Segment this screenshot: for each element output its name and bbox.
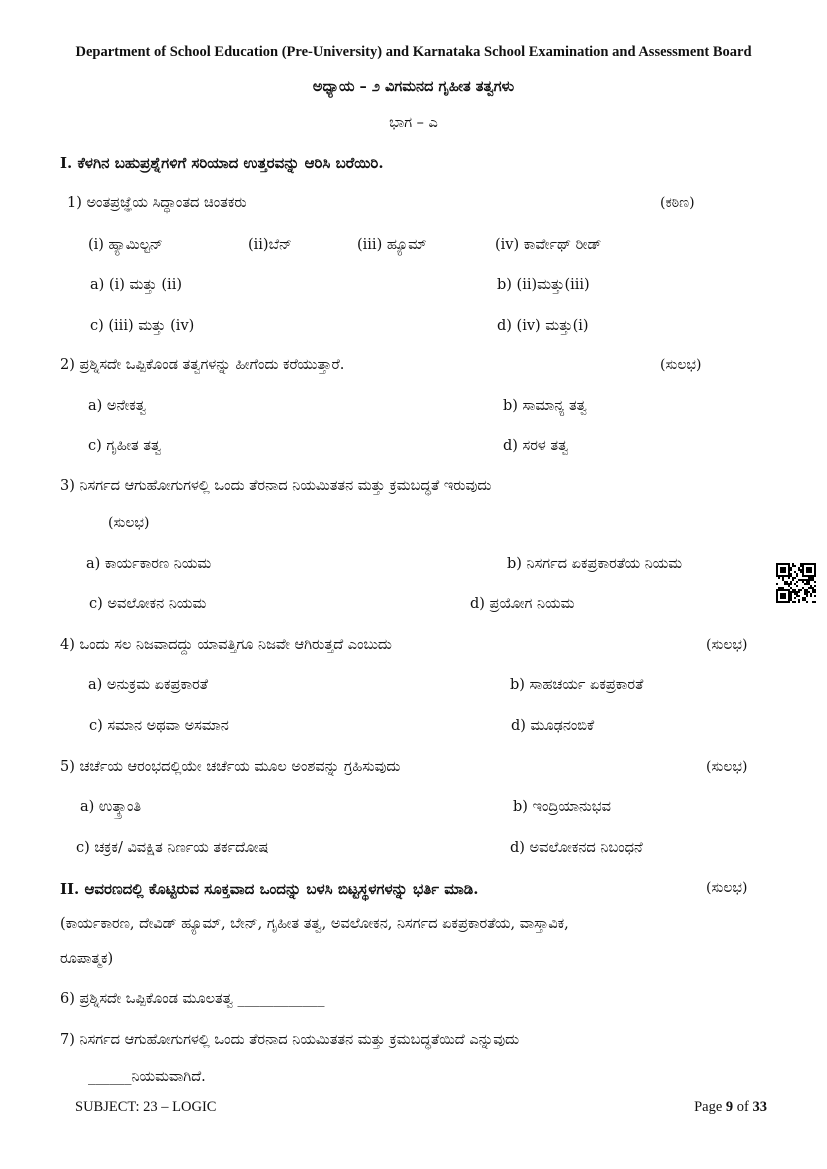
q1-item-2: (ii)ಬೆನ್ <box>248 237 292 253</box>
question-3: 3) ನಿಸರ್ಗದ ಆಗುಹೋಗುಗಳಲ್ಲಿ ಒಂದು ತೆರನಾದ ನಿಯಮಿತತನ ಮತ್ತು ಕ್ರಮಬದ್ಧತೆ ಇರುವುದು <box>60 478 492 494</box>
question-7-continued: ______ನಿಯಮವಾಗಿದೆ. <box>88 1069 206 1085</box>
board-header: Department of School Education (Pre-University) and Karnataka School Examination and Assessment Board <box>75 44 752 60</box>
q3-option-d: d) ಪ್ರಯೋಗ ನಿಯಮ <box>470 596 575 612</box>
section-1-title: I. ಕೆಳಗಿನ ಬಹುಪ್ರಶ್ನೆಗಳಿಗೆ ಸರಿಯಾದ ಉತ್ತರವನ್ನು ಆರಿಸಿ ಬರೆಯಿರಿ. <box>60 154 384 172</box>
difficulty-label: (ಸುಲಭ) <box>660 357 702 373</box>
q1-item-1: (i) ಹ್ಯಾಮಿಲ್ಟನ್ <box>88 237 163 253</box>
q3-option-c: c) ಅವಲೋಕನ ನಿಯಮ <box>89 596 207 612</box>
difficulty-label: (ಸುಲಭ) <box>706 637 748 653</box>
difficulty-label: (ಕಠಿಣ) <box>660 195 695 211</box>
q1-option-a: a) (i) ಮತ್ತು (ii) <box>90 277 182 293</box>
footer-page-number: Page 9 of 33 <box>694 1099 767 1115</box>
q5-option-d: d) ಅವಲೋಕನದ ನಿಬಂಧನೆ <box>510 840 643 856</box>
difficulty-label: (ಸುಲಭ) <box>706 759 748 775</box>
q3-option-a: a) ಕಾರ್ಯಕಾರಣ ನಿಯಮ <box>86 556 212 572</box>
q1-option-b: b) (ii)ಮತ್ತು(iii) <box>497 277 590 293</box>
q2-option-c: c) ಗೃಹೀತ ತತ್ವ <box>88 438 162 454</box>
difficulty-label: (ಸುಲಭ) <box>706 880 748 896</box>
difficulty-label: (ಸುಲಭ) <box>108 515 150 531</box>
question-6: 6) ಪ್ರಶ್ನಿಸದೇ ಒಪ್ಪಿಕೊಂಡ ಮೂಲತತ್ವ ____________ <box>60 991 325 1007</box>
q5-option-b: b) ಇಂದ್ರಿಯಾನುಭವ <box>513 799 611 815</box>
q4-option-d: d) ಮೂಢನಂಬಿಕೆ <box>511 718 595 734</box>
question-2: 2) ಪ್ರಶ್ನಿಸದೇ ಒಪ್ಪಿಕೊಂಡ ತತ್ವಗಳನ್ನು ಹೀಗೆಂದು ಕರೆಯುತ್ತಾರೆ. <box>60 357 345 373</box>
footer-subject: SUBJECT: 23 – LOGIC <box>75 1099 217 1115</box>
q2-option-a: a) ಅನೇಕತ್ವ <box>88 398 147 414</box>
question-4: 4) ಒಂದು ಸಲ ನಿಜವಾದದ್ದು ಯಾವತ್ತಿಗೂ ನಿಜವೇ ಆಗಿರುತ್ತದೆ ಎಂಬುದು <box>60 637 392 653</box>
q4-option-a: a) ಅನುಕ್ರಮ ಏಕಪ್ರಕಾರತೆ <box>88 677 209 693</box>
question-1: 1) ಅಂತಪ್ರಜ್ಞೆಯ ಸಿದ್ಧಾಂತದ ಚಿಂತಕರು <box>67 195 247 211</box>
word-bank-line-1: (ಕಾರ್ಯಕಾರಣ, ದೇವಿಡ್ ಹ್ಯೂಮ್, ಬೇನ್, ಗೃಹೀತ ತತ್ವ, ಅವಲೋಕನ, ನಿಸರ್ಗದ ಏಕಪ್ರಕಾರತೆಯ, ವಾಸ್ತಾವಿಕ, <box>60 916 569 932</box>
q1-item-3: (iii) ಹ್ಯೂಮ್ <box>357 237 427 253</box>
section-2-title: II. ಆವರಣದಲ್ಲಿ ಕೊಟ್ಟಿರುವ ಸೂಕ್ತವಾದ ಒಂದನ್ನು ಬಳಸಿ ಬಿಟ್ಟಸ್ಥಳಗಳನ್ನು ಭರ್ತಿ ಮಾಡಿ. <box>60 880 479 898</box>
q1-option-d: d) (iv) ಮತ್ತು(i) <box>497 318 589 334</box>
word-bank-line-2: ರೂಪಾತ್ಮಕ) <box>60 951 114 967</box>
q4-option-c: c) ಸಮಾನ ಅಥವಾ ಅಸಮಾನ <box>89 718 229 734</box>
q2-option-b: b) ಸಾಮಾನ್ಯ ತತ್ವ <box>503 398 587 414</box>
qr-code-icon <box>776 563 816 603</box>
q5-option-c: c) ಚಕ್ರಕ/ ವಿವಕ್ಷಿತ ನಿರ್ಣಯ ತರ್ಕದೋಷ <box>76 840 269 856</box>
question-5: 5) ಚರ್ಚೆಯ ಆರಂಭದಲ್ಲಿಯೇ ಚರ್ಚೆಯ ಮೂಲ ಅಂಶವನ್ನು ಗ್ರಹಿಸುವುದು <box>60 759 401 775</box>
q3-option-b: b) ನಿಸರ್ಗದ ಏಕಪ್ರಕಾರತೆಯ ನಿಯಮ <box>507 556 683 572</box>
q4-option-b: b) ಸಾಹಚರ್ಯ ಏಕಪ್ರಕಾರತೆ <box>510 677 644 693</box>
q1-item-4: (iv) ಕಾರ್ವೇಥ್ ರೀಡ್ <box>495 237 602 253</box>
chapter-title: ಅಧ್ಯಾಯ – ೨ ವಿಗಮನದ ಗೃಹೀತ ತತ್ವಗಳು <box>312 78 515 95</box>
question-7: 7) ನಿಸರ್ಗದ ಆಗುಹೋಗುಗಳಲ್ಲಿ ಒಂದು ತೆರನಾದ ನಿಯಮಿತತನ ಮತ್ತು ಕ್ರಮಬದ್ಧತೆಯಿದೆ ಎನ್ನುವುದು <box>60 1032 520 1048</box>
q5-option-a: a) ಉತ್ಕ್ರಾಂತಿ <box>80 799 142 815</box>
q2-option-d: d) ಸರಳ ತತ್ವ <box>503 438 569 454</box>
q1-option-c: c) (iii) ಮತ್ತು (iv) <box>90 318 195 334</box>
part-title: ಭಾಗ – ಎ <box>389 115 438 131</box>
